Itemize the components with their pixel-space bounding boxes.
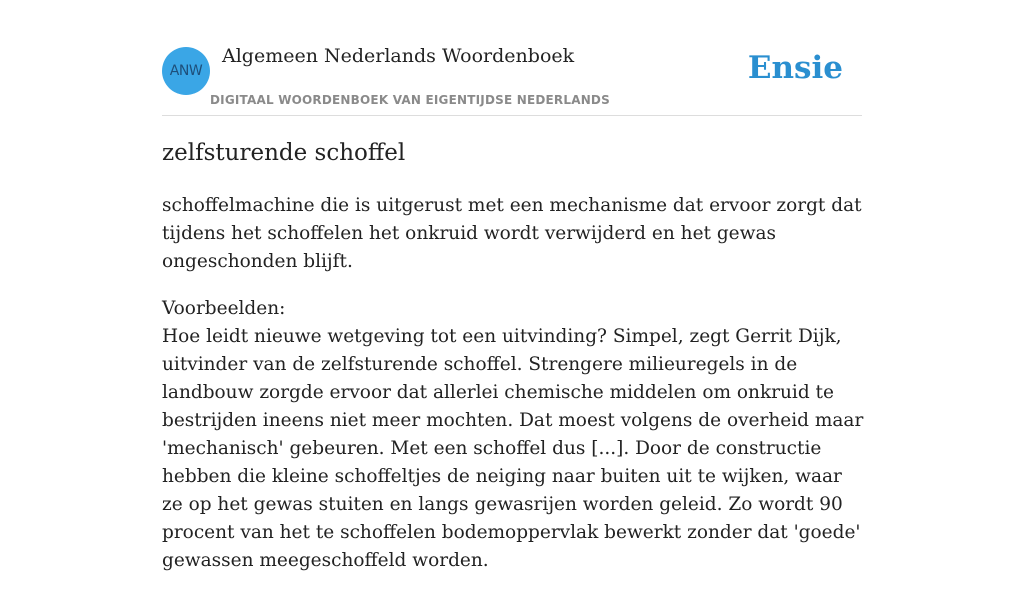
entry-examples [162,295,866,575]
ensie-logo[interactable]: Ensie [747,50,843,86]
entry-headword: zelfsturende schoffel [162,140,406,166]
site-title[interactable]: Algemeen Nederlands Woordenboek [222,45,575,67]
site-subtitle: DIGITAAL WOORDENBOEK VAN EIGENTIJDSE NEDERLANDS [210,93,610,107]
anw-logo[interactable] [162,47,210,95]
header-divider [162,115,862,116]
anw-logo-text: ANW [169,63,203,79]
entry-definition: schoffelmachine die is uitgerust met een mechanisme dat ervoor zorgt dat tijdens het schoffelen het onkruid wordt verwijderd en het gewas ongeschonden blijft. [162,195,862,272]
entry-content [162,192,866,594]
example-text: Hoe leidt nieuwe wetgeving tot een uitvinding? Simpel, zegt Gerrit Dijk, uitvinder van de zelfsturende schoffel. Strengere milieuregels in de landbouw zorgde ervoor dat allerlei chemische middelen om onkruid te bestrijden ineens niet meer mochten. Dat moest volgens de overheid maar 'mechanisch' gebeuren. Met een schoffel dus [...]. Door de constructie hebben die kleine schoffeltjes de neiging naar buiten uit te wijken, waar ze op het gewas stuiten en langs gewasrijen worden geleid. Zo wordt 90 procent van het te schoffelen bodemoppervlak bewerkt zonder dat 'goede' gewassen meegeschoffeld worden. [162,326,864,571]
examples-label: Voorbeelden: [162,298,286,319]
